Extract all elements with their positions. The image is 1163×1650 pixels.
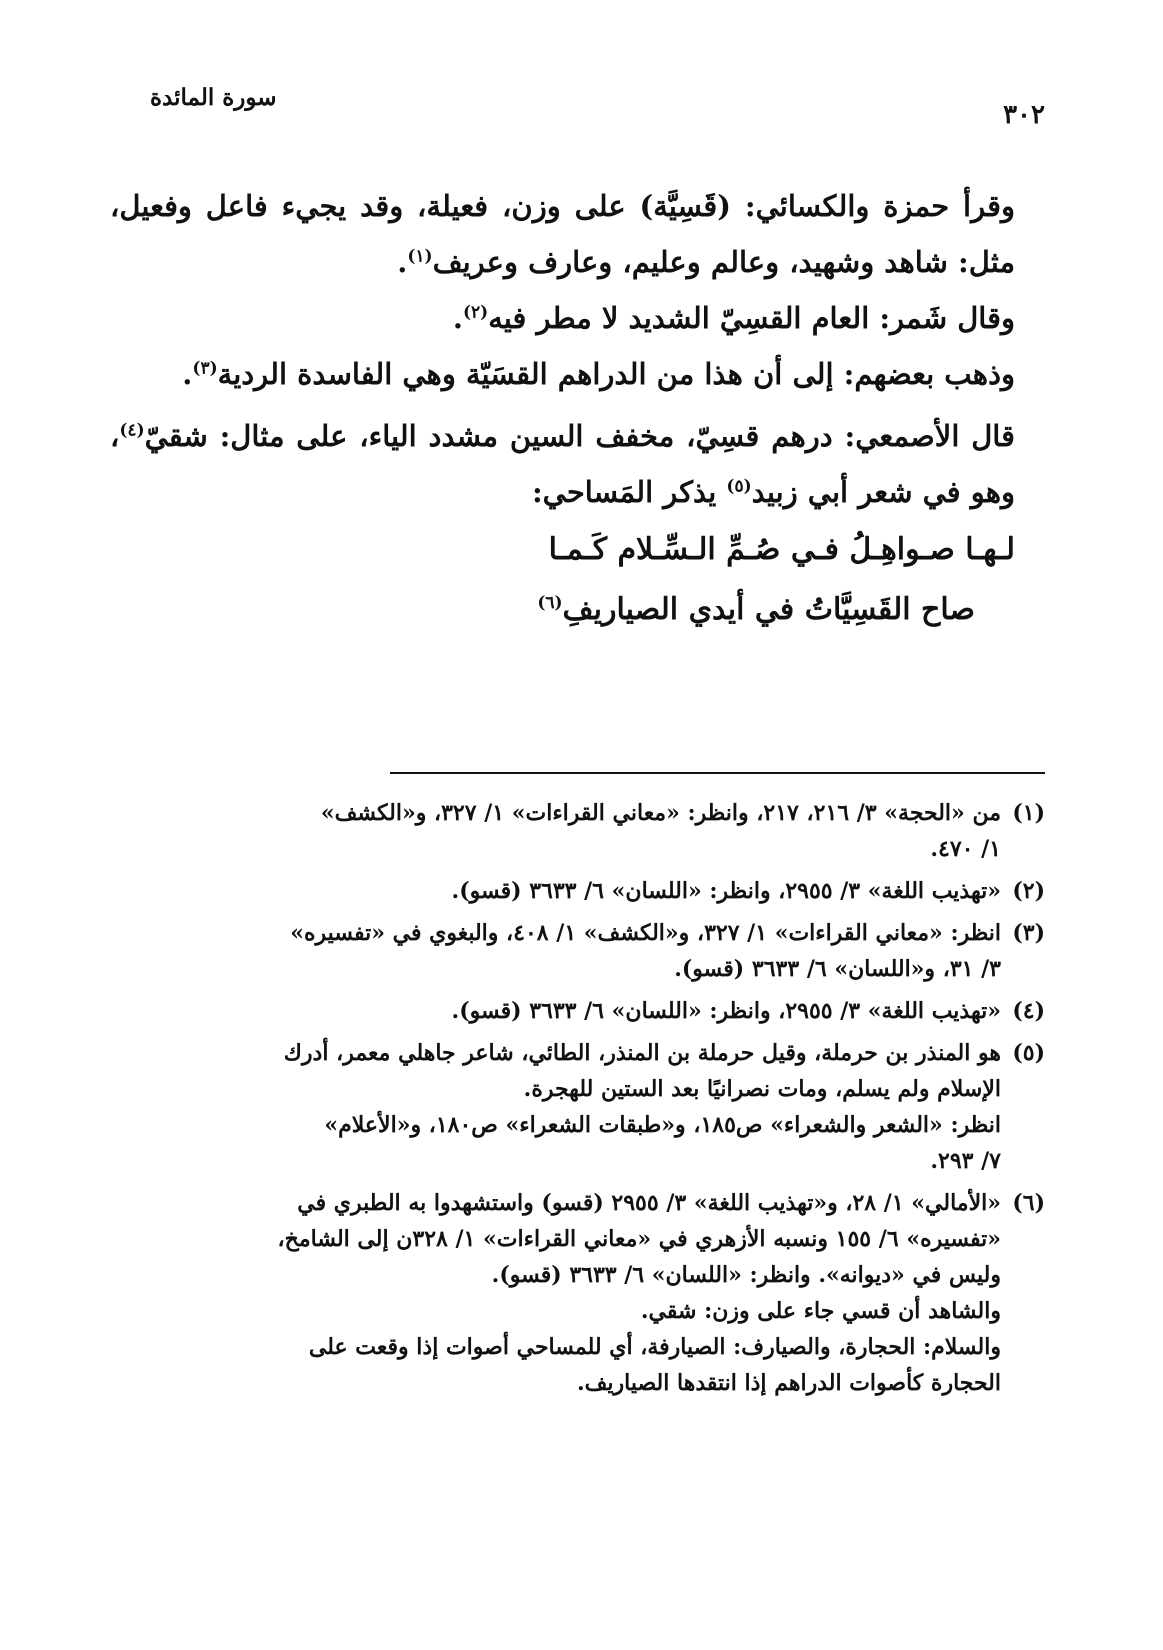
footnote-line: «تهذيب اللغة» ٣/ ٢٩٥٥، وانظر: «اللسان» ٦/ ٣٦٣٣ (قسو). [451,998,1001,1024]
footnote-line: «الأمالي» ١/ ٢٨، و«تهذيب اللغة» ٣/ ٢٩٥٥ (قسو) واستشهدوا به الطبري في [297,1190,1001,1216]
paragraph-text: وذهب بعضهم: إلى أن هذا من الدراهم القسَيّة وهي الفاسدة الردية [217,357,1015,391]
footnote-body [110,915,1001,987]
footnote-line: انظر: «الشعر والشعراء» ص١٨٥، و«طبقات الشعراء» ص١٨٠، و«الأعلام» [324,1112,1001,1138]
footnote-ref: (٥) [726,476,752,497]
footnote-body [110,1185,1001,1401]
paragraph-text: وقرأ حمزة والكسائي: (قَسِيَّة) على وزن، فعيلة، وقد يجيء فاعل وفعيل، مثل: شاهد وشهيد، وعالم وعليم، وعارف وعريف [110,189,1015,279]
footnote-line: انظر: «معاني القراءات» ١/ ٣٢٧، و«الكشف» ١/ ٤٠٨، والبغوي في «تفسيره» [290,920,1001,946]
footnotes [110,795,1045,1407]
paragraph-shamir [110,290,1045,346]
footnote-body [110,1035,1001,1179]
footnote-body [110,993,1001,1029]
paragraph-end: . [182,357,193,391]
page-header [110,78,1045,138]
footnote-number: (٣) [1012,920,1045,946]
main-text [110,178,1045,640]
running-title: سورة المائدة [150,84,277,111]
footnote-4 [110,993,1045,1029]
footnote-line: «تفسيره» ٦/ ١٥٥ ونسبه الأزهري في «معاني القراءات» ١/ ٣٢٨ن إلى الشامخ، [277,1226,1001,1252]
poem-verse-first-hemistich [110,520,1045,580]
footnote-line: «تهذيب اللغة» ٣/ ٢٩٥٥، وانظر: «اللسان» ٦/ ٣٦٣٣ (قسو). [451,878,1001,904]
footnote-line: وليس في «ديوانه». وانظر: «اللسان» ٦/ ٣٦٣٣ (قسو). [491,1262,1001,1288]
footnote-line: ٣/ ٣١، و«اللسان» ٦/ ٣٦٣٣ (قسو). [674,956,1001,982]
paragraph-end: . [397,245,408,279]
footnote-1 [110,795,1045,867]
verse-text: لـهـا صـواهِـلُ فـي صُـمِّ الـسِّـلام كَـمـا [548,532,1015,567]
paragraph-asmai [110,408,1045,520]
paragraph-text: وقال شَمر: العام القسِيّ الشديد لا مطر فيه [488,301,1015,335]
footnote-6 [110,1185,1045,1401]
footnote-number: (٢) [1012,878,1045,904]
footnote-number: (٥) [1012,1040,1045,1066]
footnote-2 [110,873,1045,909]
poem-verse-second-hemistich [110,580,1045,640]
footnote-number: (٤) [1012,998,1045,1024]
footnote-ref: (٦) [537,593,563,613]
footnote-line: ١/ ٤٧٠. [930,836,1001,862]
footnote-number: (٦) [1012,1190,1045,1216]
paragraph-qiraat [110,178,1045,290]
verse-text: صاح القَسِيَّاتُ في أيدي الصياريفِ [562,592,975,627]
footnote-divider [390,772,1045,774]
page-number: ٣٠٢ [1003,100,1045,130]
footnote-body [110,873,1001,909]
footnote-ref: (٣) [192,358,218,379]
footnote-5 [110,1035,1045,1179]
footnote-body [110,795,1001,867]
footnote-ref: (٤) [119,420,145,441]
footnote-3 [110,915,1045,987]
footnote-line: الإسلام ولم يسلم، ومات نصرانيًا بعد الستين للهجرة. [523,1076,1001,1102]
footnote-line: من «الحجة» ٣/ ٢١٦، ٢١٧، وانظر: «معاني القراءات» ١/ ٣٢٧، و«الكشف» [320,800,1001,826]
paragraph-text: قال الأصمعي: درهم قسِيّ، مخفف السين مشدد الياء، على مثال: شقيّ [144,419,1015,453]
paragraph-dirham [110,346,1045,402]
footnote-number: (١) [1012,800,1045,826]
footnote-line: ٧/ ٢٩٣. [930,1148,1001,1174]
footnote-line: هو المنذر بن حرملة، وقيل حرملة بن المنذر، الطائي، شاعر جاهلي معمر، أدرك [283,1040,1001,1066]
footnote-ref: (٢) [462,302,489,323]
paragraph-text: يذكر المَساحي: [531,475,727,509]
footnote-line: والشاهد أن قسي جاء على وزن: شقي. [640,1298,1001,1324]
footnote-line: والسلام: الحجارة، والصيارف: الصيارفة، أي للمساحي أصوات إذا وقعت على [308,1334,1001,1360]
footnote-line: الحجارة كأصوات الدراهم إذا انتقدها الصياريف. [576,1370,1001,1396]
footnote-ref: (١) [407,246,433,267]
paragraph-text: ، وهو في شعر أبي زبيد [110,419,1015,509]
paragraph-end: . [452,301,463,335]
